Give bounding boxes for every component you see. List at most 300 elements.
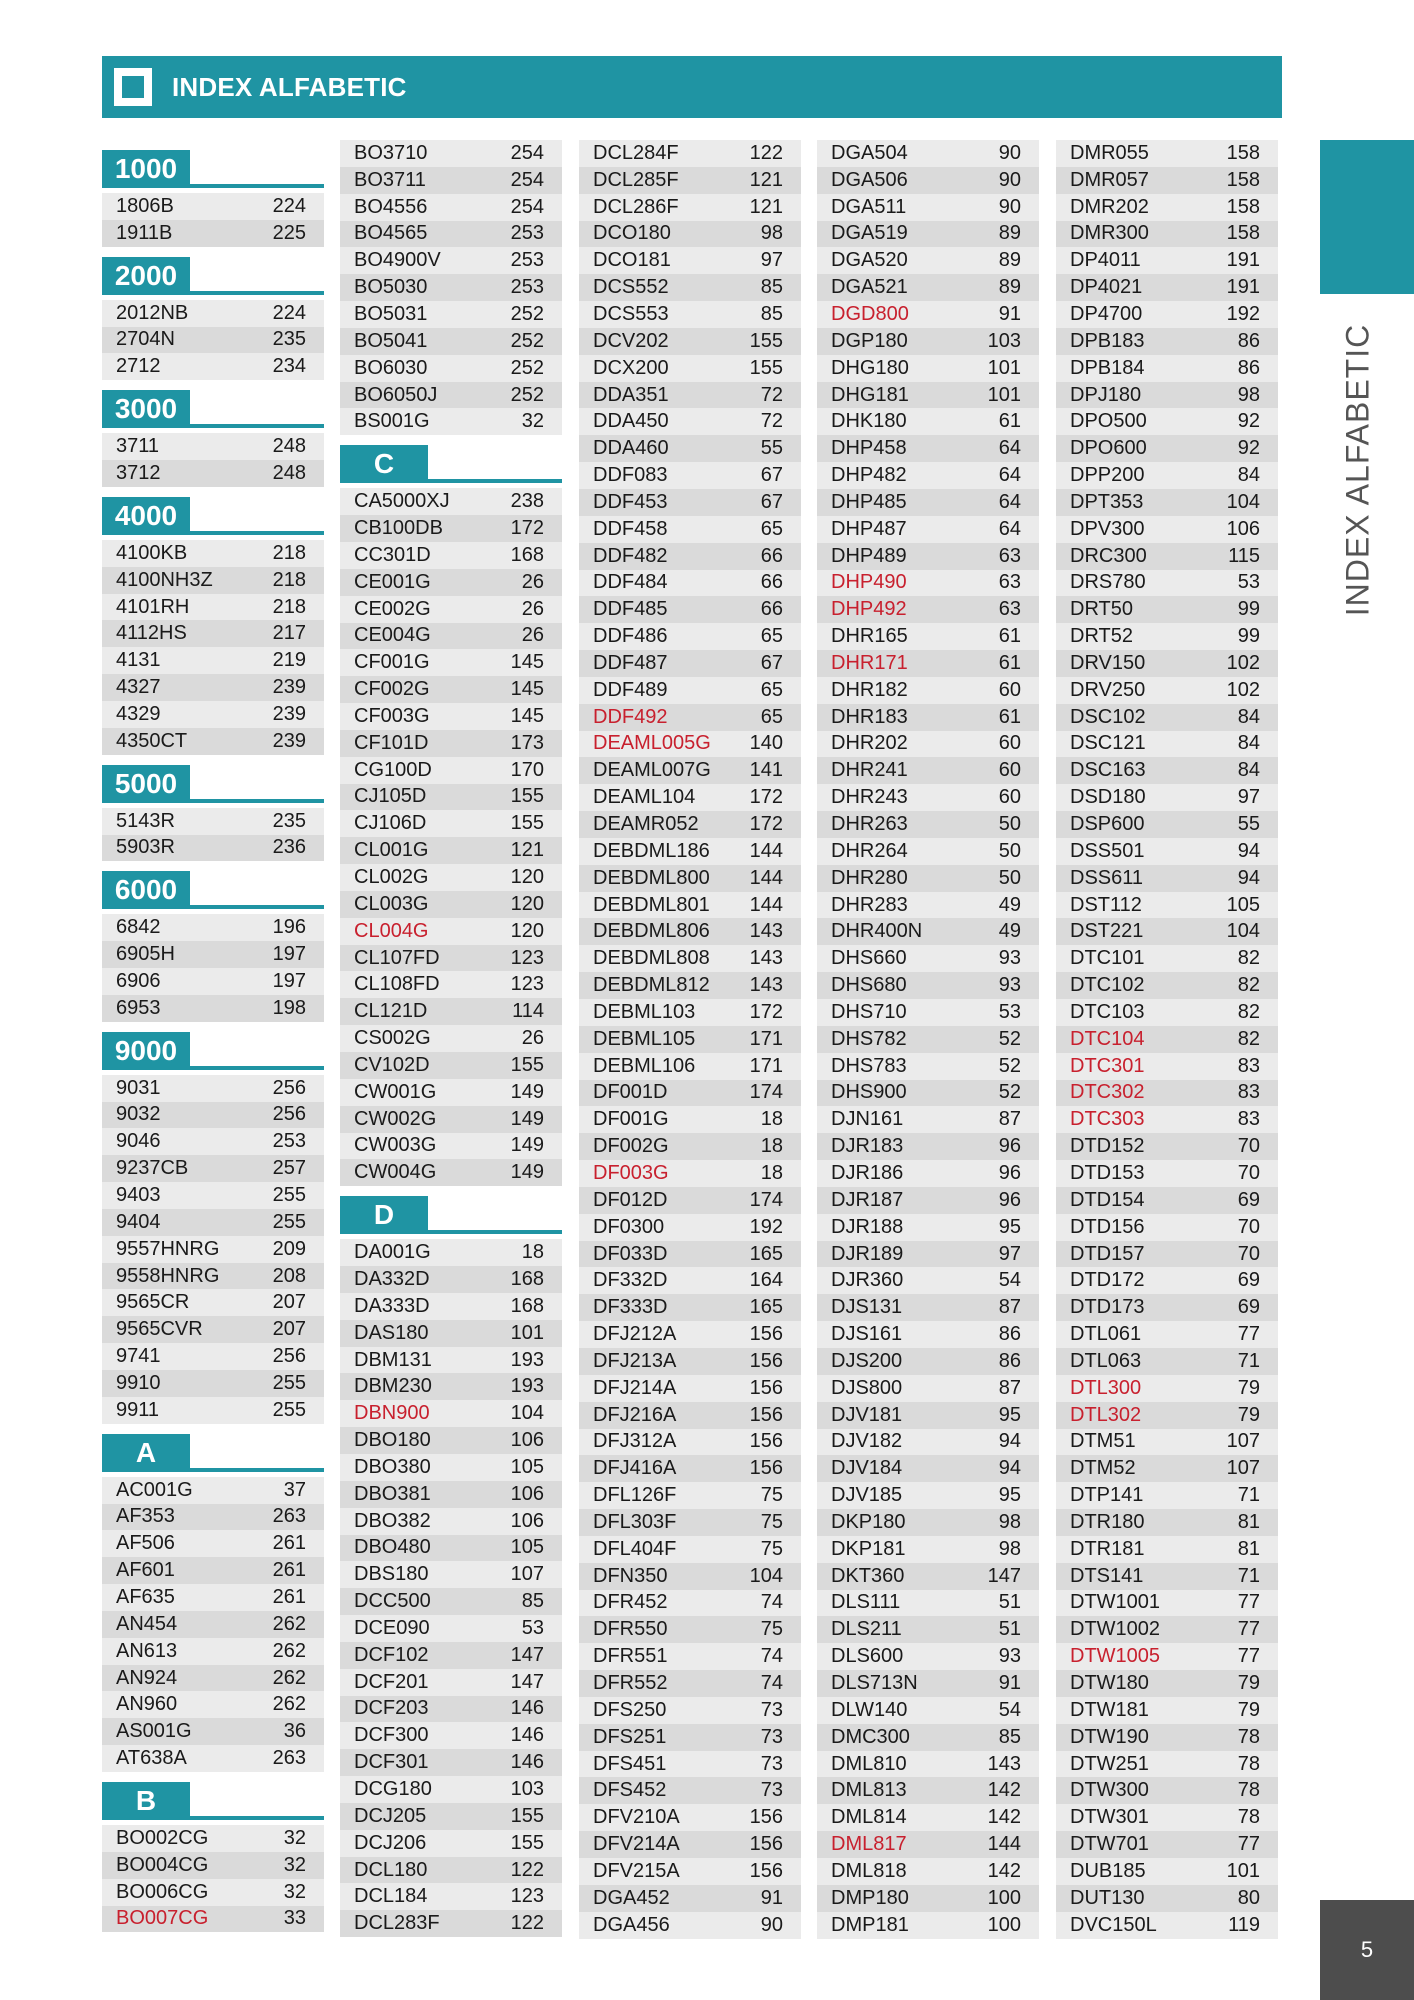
entry-code: DMR055	[1070, 141, 1149, 164]
entry-code: BO6050J	[354, 383, 438, 406]
index-entry	[579, 1536, 801, 1563]
section-header	[340, 1186, 562, 1239]
index-entry	[579, 221, 801, 248]
entry-code: DTM52	[1070, 1457, 1136, 1480]
entry-code: DFJ216A	[593, 1403, 677, 1426]
entry-page: 218	[272, 568, 306, 591]
entry-page: 252	[510, 356, 544, 379]
entry-code: 3712	[116, 461, 161, 484]
entry-code: DFR551	[593, 1645, 668, 1668]
index-entry	[1056, 1187, 1278, 1214]
index-entry	[1056, 1536, 1278, 1563]
entry-page: 73	[760, 1725, 783, 1748]
entry-code: DST112	[1070, 893, 1142, 916]
index-entry	[817, 1590, 1039, 1617]
index-entry	[1056, 1563, 1278, 1590]
index-entry	[579, 274, 801, 301]
index-entry	[340, 1025, 562, 1052]
entry-code: DEBML105	[593, 1027, 696, 1050]
entry-code: CB100DB	[354, 517, 443, 540]
entry-page: 90	[760, 1913, 783, 1936]
index-entry	[579, 972, 801, 999]
entry-code: DGA452	[593, 1886, 670, 1909]
index-entry	[817, 838, 1039, 865]
index-entry	[340, 1400, 562, 1427]
index-entry	[102, 1504, 324, 1531]
index-entry	[579, 1455, 801, 1482]
entry-page: 121	[749, 168, 783, 191]
index-entry	[817, 462, 1039, 489]
index-entry	[102, 1236, 324, 1263]
index-entry	[817, 1133, 1039, 1160]
entry-page: 66	[760, 544, 783, 567]
entry-page: 67	[760, 490, 783, 513]
entry-page: 156	[749, 1859, 783, 1882]
entry-page: 90	[998, 168, 1021, 191]
entry-code: CJ105D	[354, 785, 427, 808]
index-entry	[817, 1321, 1039, 1348]
entry-page: 225	[272, 221, 306, 244]
entry-page: 263	[272, 1747, 306, 1770]
entry-page: 172	[749, 786, 783, 809]
entry-page: 98	[998, 1537, 1021, 1560]
entry-page: 155	[510, 1053, 544, 1076]
index-entry	[817, 1912, 1039, 1939]
entry-page: 252	[510, 302, 544, 325]
index-entry	[1056, 1267, 1278, 1294]
entry-page: 60	[998, 732, 1021, 755]
index-entry	[340, 1696, 562, 1723]
entry-page: 64	[998, 437, 1021, 460]
section-header-rule	[102, 1066, 324, 1070]
entry-page: 33	[283, 1907, 306, 1930]
entry-code: DGA456	[593, 1913, 670, 1936]
entry-page: 61	[998, 705, 1021, 728]
index-entry	[1056, 1831, 1278, 1858]
index-entry	[579, 1777, 801, 1804]
entry-code: DTW181	[1070, 1698, 1149, 1721]
section-header-label: C	[340, 445, 428, 483]
entry-page: 254	[510, 195, 544, 218]
index-entry	[579, 516, 801, 543]
index-entry	[579, 1697, 801, 1724]
index-entry	[102, 968, 324, 995]
entry-code: 9404	[116, 1210, 161, 1233]
entry-code: DTL300	[1070, 1376, 1142, 1399]
entry-page: 84	[1237, 732, 1260, 755]
index-entry	[579, 1912, 801, 1939]
index-entry	[340, 1320, 562, 1347]
entry-page: 70	[1237, 1161, 1260, 1184]
index-entry	[1056, 1214, 1278, 1241]
entry-code: DEBDML812	[593, 974, 710, 997]
index-entry	[1056, 543, 1278, 570]
index-entry	[817, 543, 1039, 570]
index-entry	[579, 1106, 801, 1133]
entry-page: 168	[510, 543, 544, 566]
index-entry	[579, 1670, 801, 1697]
index-entry	[340, 837, 562, 864]
entry-code: DRC300	[1070, 544, 1147, 567]
index-entry	[579, 1858, 801, 1885]
entry-page: 193	[510, 1375, 544, 1398]
entry-code: DFJ312A	[593, 1430, 677, 1453]
entry-page: 191	[1226, 276, 1260, 299]
entry-page: 60	[998, 759, 1021, 782]
entry-code: DHR183	[831, 705, 908, 728]
entry-page: 98	[1237, 383, 1260, 406]
entry-page: 26	[521, 597, 544, 620]
entry-page: 158	[1226, 141, 1260, 164]
entry-code: DHR243	[831, 786, 908, 809]
index-entry	[340, 1535, 562, 1562]
index-entry	[340, 221, 562, 248]
entry-page: 146	[510, 1697, 544, 1720]
entry-code: DTD172	[1070, 1269, 1145, 1292]
entry-page: 155	[510, 812, 544, 835]
section-header-rule	[102, 531, 324, 535]
section-header-rule	[102, 184, 324, 188]
entry-code: DRT52	[1070, 625, 1133, 648]
entry-code: DDF487	[593, 651, 668, 674]
entry-page: 255	[272, 1210, 306, 1233]
entry-page: 53	[1237, 571, 1260, 594]
entry-page: 239	[272, 702, 306, 725]
index-entry	[817, 704, 1039, 731]
entry-page: 218	[272, 541, 306, 564]
entry-code: DSS611	[1070, 866, 1144, 889]
index-entry	[817, 382, 1039, 409]
entry-code: DTD152	[1070, 1135, 1145, 1158]
entry-page: 53	[998, 1000, 1021, 1023]
index-entry	[817, 167, 1039, 194]
entry-code: CL107FD	[354, 946, 440, 969]
index-entry	[340, 515, 562, 542]
entry-page: 147	[510, 1643, 544, 1666]
index-entry	[102, 1557, 324, 1584]
entry-page: 248	[272, 435, 306, 458]
index-entry	[102, 1263, 324, 1290]
index-entry	[817, 1563, 1039, 1590]
entry-code: DKP181	[831, 1537, 906, 1560]
entry-page: 69	[1237, 1269, 1260, 1292]
index-entry	[102, 1316, 324, 1343]
index-entry	[579, 1267, 801, 1294]
entry-code: DFR452	[593, 1591, 668, 1614]
index-entry	[102, 1879, 324, 1906]
entry-code: DSD180	[1070, 786, 1146, 809]
entry-page: 107	[510, 1563, 544, 1586]
entry-page: 32	[283, 1880, 306, 1903]
index-entry	[340, 971, 562, 998]
entry-page: 121	[510, 839, 544, 862]
entry-code: DLW140	[831, 1698, 908, 1721]
section-header-rule	[340, 1230, 562, 1234]
entry-code: DML817	[831, 1833, 907, 1856]
entry-page: 239	[272, 676, 306, 699]
entry-code: DHP490	[831, 571, 907, 594]
index-entry	[817, 1455, 1039, 1482]
entry-page: 255	[272, 1371, 306, 1394]
entry-code: DLS111	[831, 1591, 901, 1614]
index-entry	[340, 1079, 562, 1106]
entry-code: DHR283	[831, 893, 908, 916]
index-entry	[102, 728, 324, 755]
index-entry	[102, 1611, 324, 1638]
index-entry	[817, 892, 1039, 919]
index-entry	[1056, 1804, 1278, 1831]
index-entry	[340, 1776, 562, 1803]
entry-page: 145	[510, 678, 544, 701]
entry-page: 32	[283, 1826, 306, 1849]
index-entry	[102, 1209, 324, 1236]
index-entry	[579, 247, 801, 274]
entry-page: 255	[272, 1184, 306, 1207]
entry-code: AN960	[116, 1693, 178, 1716]
index-column-3	[579, 140, 801, 1939]
entry-code: DCV202	[593, 329, 669, 352]
entry-code: DUT130	[1070, 1886, 1145, 1909]
entry-code: DHS680	[831, 974, 907, 997]
section-header	[102, 755, 324, 808]
entry-page: 95	[998, 1403, 1021, 1426]
entry-code: DKT360	[831, 1564, 905, 1587]
entry-page: 65	[760, 705, 783, 728]
index-entry	[817, 1375, 1039, 1402]
entry-code: DTC302	[1070, 1081, 1145, 1104]
index-entry	[817, 731, 1039, 758]
entry-page: 18	[760, 1135, 783, 1158]
entry-code: DJN161	[831, 1108, 904, 1131]
entry-page: 100	[987, 1886, 1021, 1909]
entry-code: DRV150	[1070, 651, 1146, 674]
section-header	[102, 487, 324, 540]
index-entry	[1056, 838, 1278, 865]
index-entry	[817, 1482, 1039, 1509]
index-entry	[1056, 1026, 1278, 1053]
entry-code: DHR171	[831, 651, 908, 674]
entry-code: DGA506	[831, 168, 908, 191]
section-header	[102, 861, 324, 914]
entry-code: DTD154	[1070, 1188, 1145, 1211]
index-entry	[340, 730, 562, 757]
entry-page: 26	[521, 570, 544, 593]
entry-code: DJV182	[831, 1430, 903, 1453]
entry-code: DJV181	[831, 1403, 903, 1426]
entry-page: 75	[760, 1618, 783, 1641]
entry-page: 252	[510, 383, 544, 406]
index-entry	[817, 1160, 1039, 1187]
entry-page: 64	[998, 517, 1021, 540]
entry-code: DTD173	[1070, 1296, 1145, 1319]
index-entry	[340, 1669, 562, 1696]
entry-page: 155	[749, 356, 783, 379]
index-entry	[340, 703, 562, 730]
index-entry	[817, 1106, 1039, 1133]
entry-code: DLS211	[831, 1618, 902, 1641]
entry-code: DDF485	[593, 598, 668, 621]
index-entry	[817, 274, 1039, 301]
entry-code: DVC150L	[1070, 1913, 1157, 1936]
entry-code: DTC103	[1070, 1000, 1145, 1023]
entry-code: DTW300	[1070, 1779, 1149, 1802]
entry-page: 61	[998, 625, 1021, 648]
index-entry	[340, 1910, 562, 1937]
index-entry	[817, 140, 1039, 167]
entry-code: DJS800	[831, 1376, 903, 1399]
entry-page: 96	[998, 1135, 1021, 1158]
entry-page: 75	[760, 1537, 783, 1560]
entry-page: 145	[510, 704, 544, 727]
entry-code: DHR400N	[831, 920, 923, 943]
entry-code: DBN900	[354, 1402, 430, 1425]
entry-code: DHR165	[831, 625, 908, 648]
index-entry	[579, 1509, 801, 1536]
index-entry	[817, 1831, 1039, 1858]
entry-page: 32	[521, 410, 544, 433]
index-entry	[1056, 1294, 1278, 1321]
index-entry	[817, 1885, 1039, 1912]
entry-page: 95	[998, 1215, 1021, 1238]
entry-code: DTW251	[1070, 1752, 1149, 1775]
entry-page: 70	[1237, 1215, 1260, 1238]
entry-page: 55	[760, 437, 783, 460]
index-entry	[102, 701, 324, 728]
index-entry	[340, 247, 562, 274]
entry-page: 156	[749, 1806, 783, 1829]
index-entry	[579, 1294, 801, 1321]
entry-page: 143	[749, 920, 783, 943]
index-entry	[340, 1347, 562, 1374]
entry-code: CL004G	[354, 919, 429, 942]
entry-code: DPP200	[1070, 464, 1145, 487]
entry-code: AT638A	[116, 1747, 187, 1770]
entry-page: 81	[1237, 1510, 1260, 1533]
entry-page: 193	[510, 1348, 544, 1371]
entry-code: 9557HNRG	[116, 1237, 220, 1260]
index-entry	[340, 784, 562, 811]
index-entry	[102, 1825, 324, 1852]
entry-page: 196	[272, 916, 306, 939]
index-entry	[1056, 221, 1278, 248]
entry-page: 103	[987, 329, 1021, 352]
index-entry	[340, 649, 562, 676]
entry-code: CL003G	[354, 892, 429, 915]
entry-code: DFS452	[593, 1779, 667, 1802]
entry-code: DGD800	[831, 302, 909, 325]
entry-code: DFJ213A	[593, 1349, 677, 1372]
index-entry	[579, 1724, 801, 1751]
index-entry	[817, 1616, 1039, 1643]
index-entry	[1056, 301, 1278, 328]
index-entry	[579, 1804, 801, 1831]
index-entry	[579, 570, 801, 597]
entry-page: 156	[749, 1833, 783, 1856]
entry-code: CA5000XJ	[354, 490, 450, 513]
index-entry	[1056, 1455, 1278, 1482]
entry-code: DF002G	[593, 1135, 669, 1158]
index-entry	[340, 1427, 562, 1454]
entry-code: DFS250	[593, 1698, 667, 1721]
index-entry	[579, 945, 801, 972]
entry-page: 104	[1226, 920, 1260, 943]
entry-code: DCJ206	[354, 1831, 427, 1854]
entry-page: 141	[749, 759, 783, 782]
entry-code: DCO181	[593, 249, 671, 272]
entry-code: DF033D	[593, 1242, 668, 1265]
entry-page: 84	[1237, 705, 1260, 728]
entry-page: 74	[760, 1645, 783, 1668]
entry-code: DFN350	[593, 1564, 668, 1587]
entry-code: DGA521	[831, 276, 908, 299]
sidebar-section-label: INDEX ALFABETIC	[1339, 323, 1376, 617]
index-entry	[340, 328, 562, 355]
entry-code: 4100KB	[116, 541, 188, 564]
index-entry	[1056, 194, 1278, 221]
entry-code: AS001G	[116, 1720, 192, 1743]
entry-code: DSC121	[1070, 732, 1146, 755]
entry-code: DFL303F	[593, 1510, 677, 1533]
index-entry	[1056, 167, 1278, 194]
index-entry	[817, 1187, 1039, 1214]
entry-page: 84	[1237, 464, 1260, 487]
entry-page: 77	[1237, 1323, 1260, 1346]
index-entry	[1056, 1751, 1278, 1778]
entry-code: BO5031	[354, 302, 428, 325]
entry-code: DDF486	[593, 625, 668, 648]
index-column-1	[102, 140, 324, 1932]
index-entry	[579, 1160, 801, 1187]
index-entry	[817, 865, 1039, 892]
entry-page: 71	[1237, 1349, 1260, 1372]
entry-code: DHS710	[831, 1000, 907, 1023]
entry-code: DP4700	[1070, 302, 1143, 325]
index-entry	[1056, 435, 1278, 462]
index-entry	[1056, 1643, 1278, 1670]
index-entry	[102, 594, 324, 621]
entry-code: 9910	[116, 1371, 161, 1394]
entry-code: DML810	[831, 1752, 907, 1775]
entry-code: DEAML007G	[593, 759, 711, 782]
entry-code: DEBML106	[593, 1054, 696, 1077]
index-entry	[1056, 1670, 1278, 1697]
entry-page: 149	[510, 1134, 544, 1157]
entry-code: BO4556	[354, 195, 428, 218]
entry-code: DF012D	[593, 1188, 668, 1211]
index-entry	[1056, 704, 1278, 731]
index-entry	[1056, 489, 1278, 516]
entry-code: DDF482	[593, 544, 668, 567]
entry-page: 105	[1226, 893, 1260, 916]
entry-code: DGP180	[831, 329, 908, 352]
entry-code: DDA450	[593, 410, 669, 433]
index-entry	[817, 301, 1039, 328]
entry-code: DHS782	[831, 1027, 907, 1050]
entry-code: 4131	[116, 649, 161, 672]
entry-code: BO3710	[354, 141, 428, 164]
index-entry	[1056, 328, 1278, 355]
index-entry	[817, 999, 1039, 1026]
entry-code: AC001G	[116, 1478, 193, 1501]
entry-code: DBO380	[354, 1455, 431, 1478]
entry-code: DGA519	[831, 222, 908, 245]
entry-code: BO4900V	[354, 249, 441, 272]
index-entry	[1056, 1912, 1278, 1939]
entry-page: 253	[510, 249, 544, 272]
entry-page: 156	[749, 1403, 783, 1426]
entry-page: 198	[272, 996, 306, 1019]
entry-page: 90	[998, 195, 1021, 218]
